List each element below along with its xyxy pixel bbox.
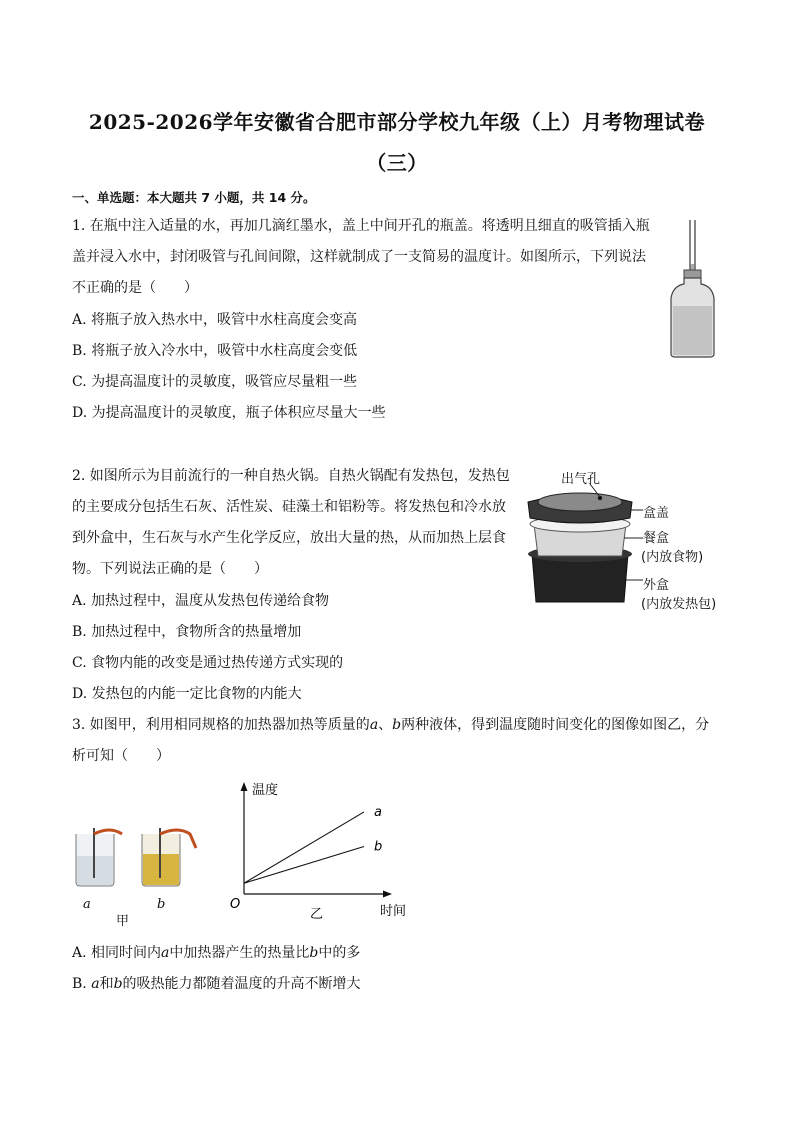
beaker-figure <box>70 828 210 888</box>
q3-option-b-text-1: B. <box>72 976 92 992</box>
q3-stem-line-1 <box>72 718 709 732</box>
x-axis-label: 时间 <box>380 904 407 919</box>
series-layer <box>244 805 382 883</box>
q2-option-b: B. 加热过程中，食物所含的热量增加 <box>72 624 302 640</box>
q3-stem-text-1: 3. 如图甲，利用相同规格的加热器加热等质量的 <box>72 717 370 733</box>
q2-option-c: C. 食物内能的改变是通过热传递方式实现的 <box>72 655 344 671</box>
section-heading: 一、单选题：本大题共 7 小题，共 14 分。 <box>72 190 316 205</box>
q3-option-b <box>72 977 361 991</box>
q2-stem-line-2: 的主要成分包括生石灰、活性炭、硅藻土和铝粉等。将发热包和冷水放 <box>72 499 506 515</box>
origin-label: O <box>230 897 241 912</box>
q3-var-b: b <box>392 717 402 733</box>
label-lid: 盒盖 <box>643 506 670 521</box>
bottle-thermometer-figure <box>664 214 724 362</box>
q1-option-c: C. 为提高温度计的灵敏度，吸管应尽量粗一些 <box>72 374 358 390</box>
q3-var-a: a <box>369 717 379 733</box>
x-axis-arrow <box>383 891 392 898</box>
q3-option-b-text-2: 和 <box>99 976 114 992</box>
q1-option-b: B. 将瓶子放入冷水中，吸管中水柱高度会变低 <box>72 343 358 359</box>
q1-stem-line-3: 不正确的是（ ） <box>72 280 198 296</box>
q3-option-b-text-3: 的吸热能力都随着温度的升高不断增大 <box>122 976 361 992</box>
q3-option-a-var-b: b <box>309 945 319 961</box>
q1-option-a: A. 将瓶子放入热水中，吸管中水柱高度会变高 <box>72 312 358 328</box>
series-line-a <box>244 812 364 883</box>
q3-option-a-text-1: A. 相同时间内 <box>72 945 162 961</box>
page-subtitle: （三） <box>366 151 428 175</box>
q3-option-b-var-a: a <box>91 976 100 992</box>
series-label-b: b <box>374 839 383 855</box>
q3-stem-text-2: 两种液体，得到温度随时间变化的图像如图乙，分 <box>401 717 710 733</box>
label-meal-box-note: (内放食物) <box>641 550 704 565</box>
q3-stem-line-2: 析可知（ ） <box>72 748 170 764</box>
q1-stem-line-2: 盖并浸入水中，封闭吸管与孔间间隙，这样就制成了一支简易的温度计。如图所示，下列说法 <box>72 249 646 265</box>
label-outer-box-note: (内放发热包) <box>641 597 717 612</box>
page-title: 2025-2026学年安徽省合肥市部分学校九年级（上）月考物理试卷 <box>88 110 706 134</box>
q3-option-a-text-2: 中加热器产生的热量比 <box>169 945 310 961</box>
q1-stem-line-1: 1. 在瓶中注入适量的水，再加几滴红墨水，盖上中间开孔的瓶盖。将透明且细直的吸管插入瓶 <box>72 218 650 234</box>
q2-stem-line-4: 物。下列说法正确的是（ ） <box>72 561 268 577</box>
series-line-b <box>244 846 364 883</box>
q3-option-a <box>72 946 360 960</box>
q3-sep: 、 <box>378 717 393 733</box>
chart-caption: 乙 <box>310 907 324 922</box>
label-meal-box: 餐盒 <box>643 531 670 546</box>
beaker-label-b: b <box>157 897 166 912</box>
q2-stem-line-1: 2. 如图所示为目前流行的一种自热火锅。自热火锅配有发热包，发热包 <box>72 468 510 484</box>
y-axis-label: 温度 <box>252 783 279 798</box>
q3-option-a-var-a: a <box>161 945 170 961</box>
temperature-time-chart <box>220 774 420 924</box>
q3-option-a-text-3: 中的多 <box>318 945 361 961</box>
q2-option-a: A. 加热过程中，温度从发热包传递给食物 <box>72 593 330 609</box>
series-label-a: a <box>374 804 382 820</box>
label-vent: 出气孔 <box>561 472 601 487</box>
y-axis-arrow <box>241 782 248 791</box>
figure-caption-jia: 甲 <box>116 914 130 929</box>
hotpot-figure <box>510 462 740 612</box>
q1-option-d: D. 为提高温度计的灵敏度，瓶子体积应尽量大一些 <box>72 405 386 421</box>
q2-stem-line-3: 到外盒中，生石灰与水产生化学反应，放出大量的热，从而加热上层食 <box>72 530 506 546</box>
label-outer-box: 外盒 <box>643 578 670 593</box>
beaker-label-a: a <box>83 897 91 912</box>
q2-option-d: D. 发热包的内能一定比食物的内能大 <box>72 686 302 702</box>
q3-option-b-var-b: b <box>113 976 123 992</box>
